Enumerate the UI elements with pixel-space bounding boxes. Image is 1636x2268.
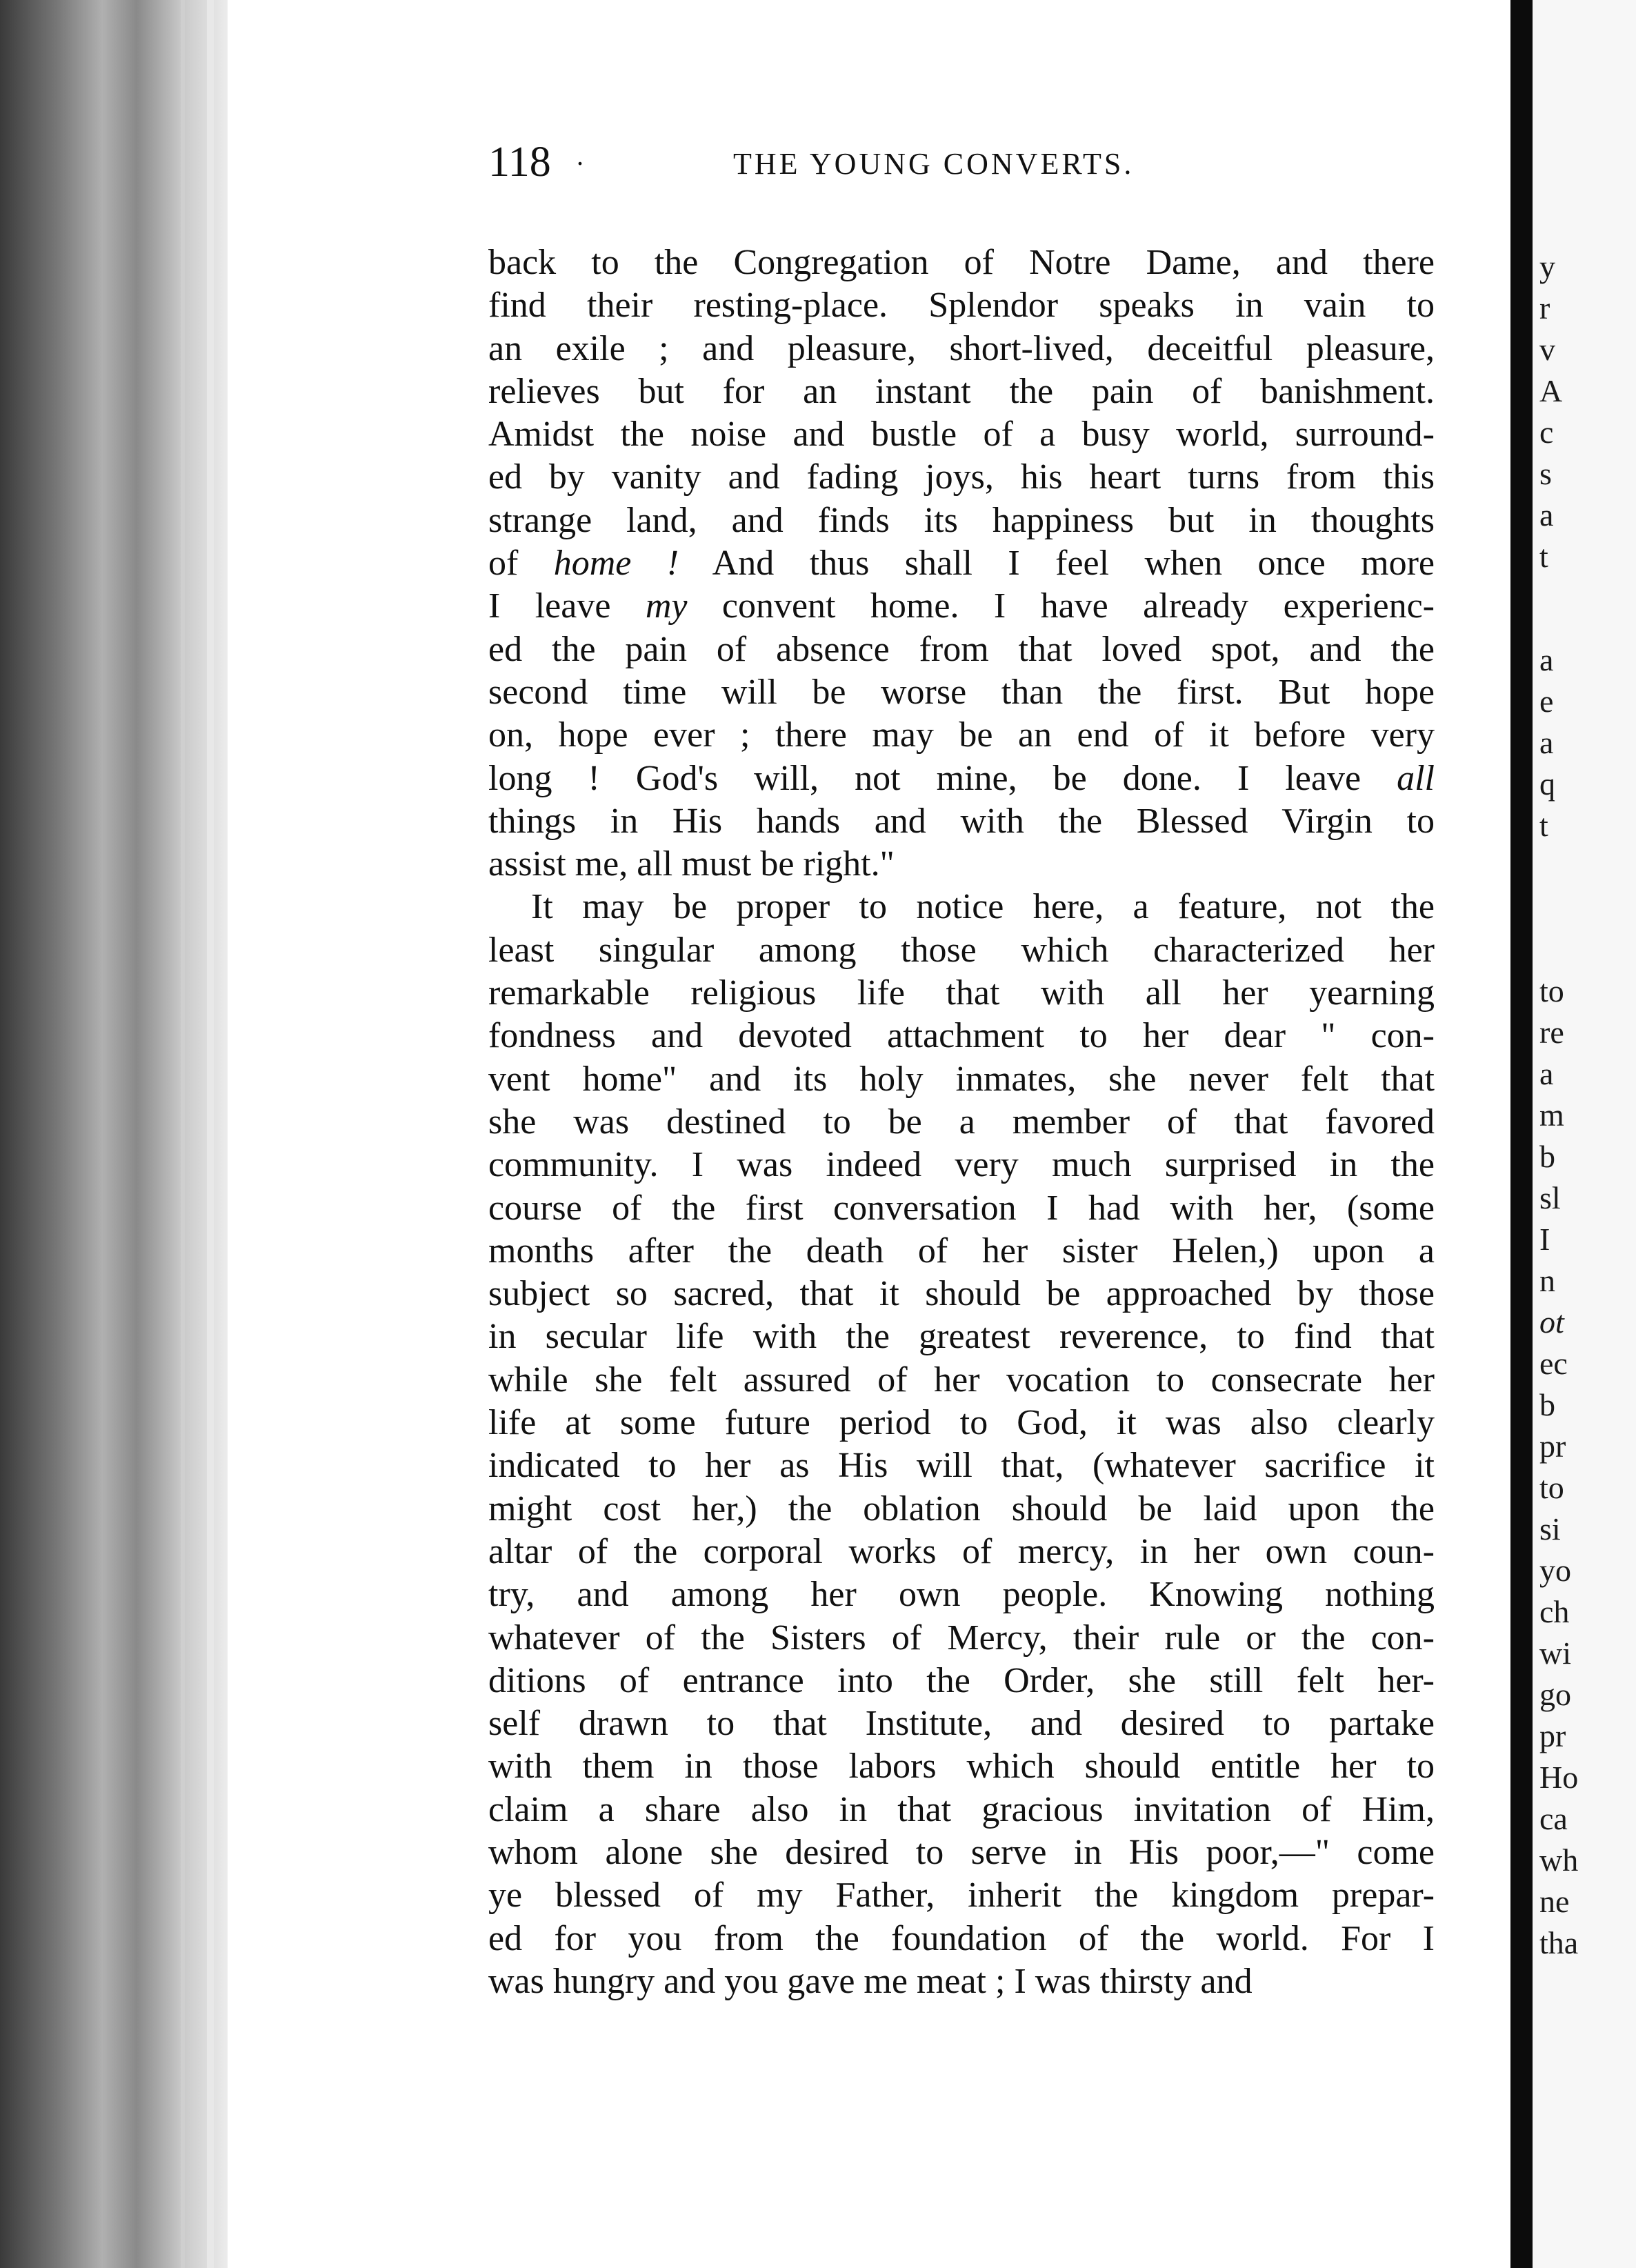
- text-segment: she was destined to be a member of that favored: [488, 1102, 1435, 1142]
- text-line: [488, 1187, 1435, 1230]
- page-edge-stripe: [207, 0, 214, 2268]
- facing-page-text: q: [1539, 766, 1555, 802]
- facing-page-text: pr: [1539, 1429, 1566, 1464]
- text-segment: Amidst the noise and bustle of a busy world, surround-: [488, 415, 1435, 455]
- text-segment: home !: [553, 544, 679, 584]
- facing-page-text: to: [1539, 1470, 1564, 1505]
- text-segment: community. I was indeed very much surprised in the: [488, 1145, 1435, 1185]
- text-line: [488, 843, 1435, 886]
- text-segment: I leave: [488, 586, 646, 626]
- text-line: [488, 1058, 1435, 1101]
- page-number: 118: [488, 139, 551, 186]
- text-line: [488, 241, 1435, 284]
- text-segment: months after the death of her sister Helen,) upon a: [488, 1231, 1435, 1271]
- text-line: [488, 1702, 1435, 1745]
- text-line: [488, 1874, 1435, 1917]
- text-line: [488, 1617, 1435, 1660]
- text-line: [488, 757, 1435, 800]
- facing-page-text: v: [1539, 332, 1555, 367]
- text-line: [488, 1531, 1435, 1573]
- text-segment: strange land, and finds its happiness but in thoughts: [488, 500, 1435, 540]
- header-separator: .: [577, 140, 583, 171]
- facing-page-text: r: [1539, 290, 1550, 326]
- facing-page-text: wh: [1539, 1842, 1579, 1878]
- text-line: [488, 886, 1435, 928]
- text-segment: ed the pain of absence from that loved spot, and the: [488, 629, 1435, 669]
- facing-page-text: t: [1539, 808, 1548, 843]
- text-segment: long ! God's will, not mine, be done. I leave: [488, 758, 1397, 798]
- facing-page-text: a: [1539, 642, 1554, 677]
- text-segment: things in His hands and with the Blessed Virgin to: [488, 801, 1435, 841]
- facing-page-text: c: [1539, 415, 1554, 450]
- text-line: [488, 1315, 1435, 1358]
- text-line: [488, 1789, 1435, 1831]
- text-segment: whom alone she desired to serve in His poor,—" come: [488, 1832, 1435, 1872]
- text-segment: all: [1397, 758, 1435, 798]
- text-line: [488, 1402, 1435, 1444]
- facing-page-text: a: [1539, 725, 1554, 760]
- text-segment: my: [645, 586, 688, 626]
- text-line: [488, 1230, 1435, 1273]
- text-line: [488, 1444, 1435, 1487]
- facing-page-text: ec: [1539, 1346, 1568, 1381]
- facing-page-text: a: [1539, 1056, 1554, 1091]
- facing-page-text: e: [1539, 684, 1554, 719]
- text-segment: try, and among her own people. Knowing nothing: [488, 1575, 1435, 1615]
- text-line: [488, 972, 1435, 1015]
- text-segment: altar of the corporal works of mercy, in her own coun-: [488, 1531, 1435, 1571]
- text-segment: least singular among those which characterized her: [488, 930, 1435, 970]
- facing-page-text: re: [1539, 1015, 1564, 1050]
- text-segment: find their resting-place. Splendor speaks in vain to: [488, 286, 1435, 326]
- running-title: THE YOUNG CONVERTS.: [733, 147, 1135, 181]
- text-line: [488, 1359, 1435, 1402]
- facing-page-text: ch: [1539, 1594, 1570, 1629]
- book-binding: [1510, 0, 1533, 2268]
- text-line: [488, 1573, 1435, 1616]
- text-segment: remarkable religious life that with all her yearning: [488, 973, 1435, 1013]
- text-segment: indicated to her as His will that, (whatever sacrifice it: [488, 1446, 1435, 1486]
- text-segment: in secular life with the greatest reverence, to find that: [488, 1317, 1435, 1357]
- text-line: [488, 1101, 1435, 1144]
- text-segment: assist me, all must be right.": [488, 844, 895, 884]
- body-text: [488, 241, 1435, 2003]
- text-line: [488, 585, 1435, 628]
- text-segment: It may be proper to notice here, a feature, not the: [531, 887, 1435, 927]
- text-segment: with them in those labors which should entitle her to: [488, 1747, 1435, 1787]
- text-segment: was hungry and you gave me meat ; I was thirsty and: [488, 1961, 1253, 2001]
- text-line: [488, 370, 1435, 413]
- text-segment: vent home" and its holy inmates, she never felt that: [488, 1059, 1435, 1099]
- text-segment: back to the Congregation of Notre Dame, and there: [488, 243, 1435, 282]
- text-segment: And thus shall I feel when once more: [679, 544, 1435, 584]
- text-segment: of: [488, 544, 554, 584]
- facing-page-fragment: [1533, 0, 1636, 2268]
- text-line: [488, 328, 1435, 370]
- text-segment: fondness and devoted attachment to her dear " con-: [488, 1016, 1435, 1056]
- page-edge: [0, 0, 228, 2268]
- facing-page-text: t: [1539, 539, 1548, 574]
- facing-page-text: sl: [1539, 1180, 1561, 1215]
- text-segment: claim a share also in that gracious invitation of Him,: [488, 1789, 1435, 1829]
- facing-page-text: A: [1539, 373, 1563, 408]
- facing-page-text: s: [1539, 456, 1552, 491]
- text-line: [488, 284, 1435, 327]
- facing-page-text: I: [1539, 1222, 1550, 1257]
- text-line: [488, 542, 1435, 585]
- facing-page-text: go: [1539, 1677, 1571, 1712]
- text-line: [488, 1660, 1435, 1702]
- text-segment: relieves but for an instant the pain of banishment.: [488, 371, 1435, 411]
- text-segment: self drawn to that Institute, and desired to partake: [488, 1704, 1435, 1744]
- facing-page-text: ca: [1539, 1801, 1568, 1836]
- text-segment: on, hope ever ; there may be an end of it before very: [488, 715, 1435, 755]
- facing-page-text: pr: [1539, 1718, 1566, 1753]
- text-segment: while she felt assured of her vocation to consecrate her: [488, 1360, 1435, 1400]
- facing-page-text: tha: [1539, 1925, 1579, 1960]
- text-segment: convent home. I have already experienc-: [687, 586, 1435, 626]
- text-segment: an exile ; and pleasure, short-lived, deceitful pleasure,: [488, 328, 1435, 368]
- facing-page-text: si: [1539, 1511, 1561, 1546]
- text-line: [488, 1488, 1435, 1531]
- facing-page-text: m: [1539, 1097, 1564, 1133]
- text-line: [488, 456, 1435, 499]
- facing-page-text: wi: [1539, 1635, 1571, 1671]
- text-line: [488, 1144, 1435, 1186]
- text-line: [488, 714, 1435, 757]
- facing-page-text: a: [1539, 497, 1554, 533]
- text-segment: ditions of entrance into the Order, she still felt her-: [488, 1660, 1435, 1700]
- text-line: [488, 1745, 1435, 1788]
- text-line: [488, 1831, 1435, 1874]
- facing-page-text: to: [1539, 973, 1564, 1008]
- text-segment: ye blessed of my Father, inherit the kingdom prepar-: [488, 1876, 1435, 1916]
- page-header: [488, 138, 1435, 186]
- text-line: [488, 671, 1435, 714]
- text-segment: ed for you from the foundation of the world. For I: [488, 1918, 1435, 1958]
- text-segment: whatever of the Sisters of Mercy, their rule or the con-: [488, 1618, 1435, 1658]
- facing-page-text: n: [1539, 1263, 1555, 1298]
- text-line: [488, 413, 1435, 456]
- text-line: [488, 1960, 1435, 2003]
- text-segment: ed by vanity and fading joys, his heart turns from this: [488, 457, 1435, 497]
- text-segment: course of the first conversation I had with her, (some: [488, 1188, 1435, 1228]
- text-line: [488, 1918, 1435, 1960]
- facing-page-text: ne: [1539, 1884, 1570, 1919]
- text-line: [488, 800, 1435, 843]
- text-line: [488, 929, 1435, 972]
- text-line: [488, 1015, 1435, 1057]
- facing-page-text: Ho: [1539, 1760, 1579, 1795]
- facing-page-text: b: [1539, 1139, 1555, 1174]
- text-segment: might cost her,) the oblation should be laid upon the: [488, 1489, 1435, 1529]
- facing-page-text: y: [1539, 249, 1555, 284]
- text-segment: life at some future period to God, it was also clearly: [488, 1403, 1435, 1443]
- text-segment: second time will be worse than the first. But hope: [488, 672, 1435, 712]
- text-line: [488, 628, 1435, 671]
- text-segment: subject so sacred, that it should be approached by those: [488, 1274, 1435, 1314]
- page-edge-stripe: [181, 0, 185, 2268]
- facing-page-text: ot: [1539, 1304, 1564, 1340]
- facing-page-text: b: [1539, 1387, 1555, 1422]
- text-line: [488, 1273, 1435, 1315]
- text-line: [488, 499, 1435, 542]
- facing-page-text: yo: [1539, 1553, 1571, 1588]
